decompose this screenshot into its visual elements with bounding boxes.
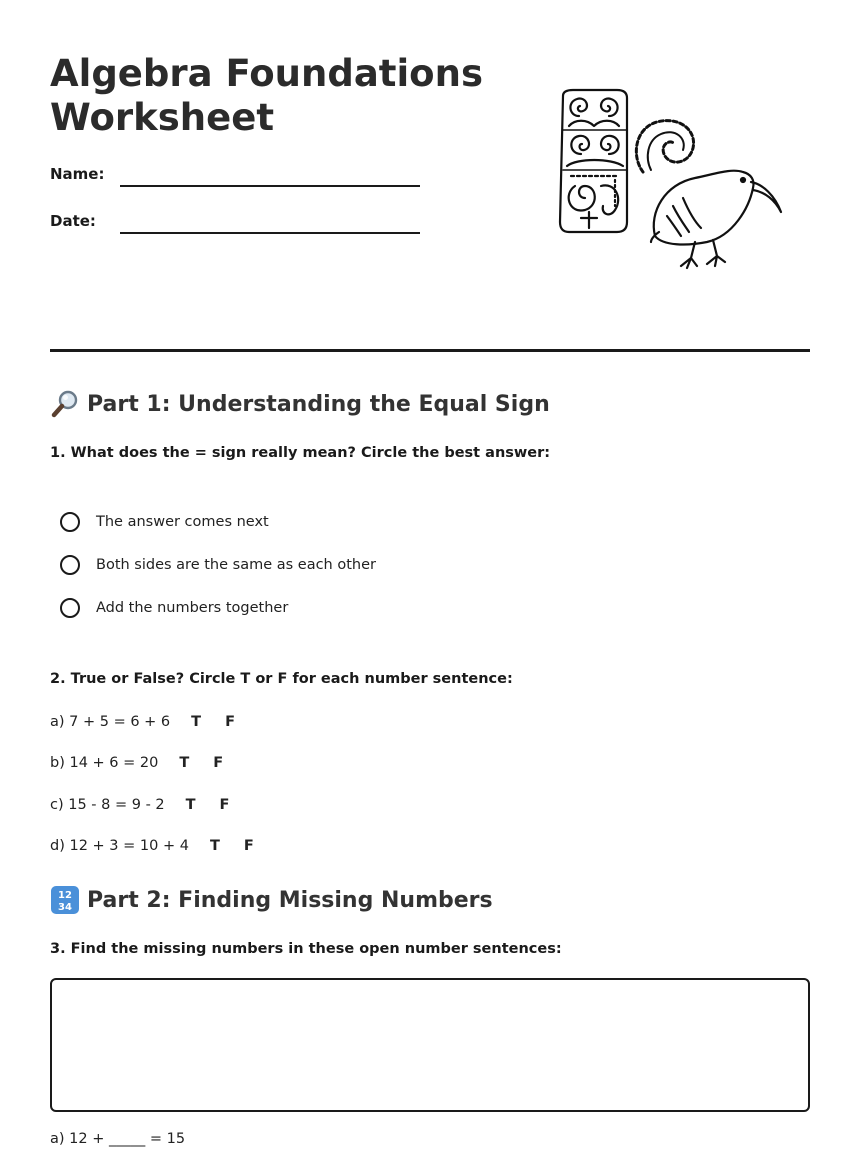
kiwi-bird: [651, 171, 781, 268]
tf-sentence-a: [50, 711, 235, 733]
option-circle[interactable]: [60, 555, 80, 575]
false-option[interactable]: F: [213, 755, 224, 771]
true-option[interactable]: T: [185, 797, 196, 813]
true-option[interactable]: T: [209, 838, 220, 854]
question-1-prompt: 1. What does the = sign really mean? Circle the best answer:: [50, 445, 551, 461]
tf-sentence-text: c) 15 - 8 = 9 - 2: [50, 797, 165, 813]
q1-option-2[interactable]: [60, 552, 460, 578]
option-circle[interactable]: [60, 598, 80, 618]
q1-option-1[interactable]: [60, 509, 460, 535]
date-line[interactable]: [120, 232, 420, 234]
question-2-prompt: 2. True or False? Circle T or F for each number sentence:: [50, 671, 513, 687]
part2-heading-text: Part 2: Finding Missing Numbers: [87, 887, 493, 913]
part2-heading: [50, 884, 493, 916]
date-field[interactable]: [50, 212, 420, 236]
true-option[interactable]: T: [179, 755, 190, 771]
false-option[interactable]: F: [225, 714, 235, 730]
koru-spiral: [636, 121, 693, 172]
worksheet-page: [50, 0, 810, 1161]
tf-sentence-c: [50, 794, 229, 816]
q1-option-3-label: Add the numbers together: [96, 600, 289, 616]
question-3-prompt: 3. Find the missing numbers in these open number sentences:: [50, 941, 562, 957]
answer-box[interactable]: [50, 978, 810, 1112]
worksheet-title: [50, 52, 520, 140]
title-line-2: Worksheet: [50, 96, 275, 139]
title-line-1: Algebra Foundations: [50, 52, 483, 95]
q1-option-3[interactable]: [60, 595, 460, 621]
tf-sentence-text: a) 7 + 5 = 6 + 6: [50, 714, 171, 730]
option-circle[interactable]: [60, 512, 80, 532]
name-label: Name:: [50, 165, 105, 183]
false-option[interactable]: F: [243, 838, 254, 854]
missing-number-item-a: a) 12 + _____ = 15: [50, 1131, 186, 1147]
maori-kiwi-illustration: [555, 86, 790, 276]
svg-text:12: 12: [58, 890, 72, 901]
true-option[interactable]: T: [191, 714, 202, 730]
date-label: Date:: [50, 212, 96, 230]
q1-option-1-label: The answer comes next: [96, 514, 269, 530]
input-numbers-icon: [50, 885, 80, 915]
name-field[interactable]: [50, 165, 420, 189]
header-divider: [50, 349, 810, 352]
carving-pillar: [560, 90, 627, 232]
name-line[interactable]: [120, 185, 420, 187]
part1-heading-text: Part 1: Understanding the Equal Sign: [87, 391, 550, 417]
tf-sentence-text: b) 14 + 6 = 20: [50, 755, 159, 771]
part1-heading: [50, 388, 550, 420]
q1-option-2-label: Both sides are the same as each other: [96, 557, 376, 573]
false-option[interactable]: F: [219, 797, 230, 813]
tf-sentence-d: [50, 835, 254, 857]
magnifying-glass-icon: [50, 389, 80, 419]
tf-sentence-text: d) 12 + 3 = 10 + 4: [50, 838, 189, 854]
tf-sentence-b: [50, 752, 223, 774]
svg-text:34: 34: [58, 902, 72, 913]
